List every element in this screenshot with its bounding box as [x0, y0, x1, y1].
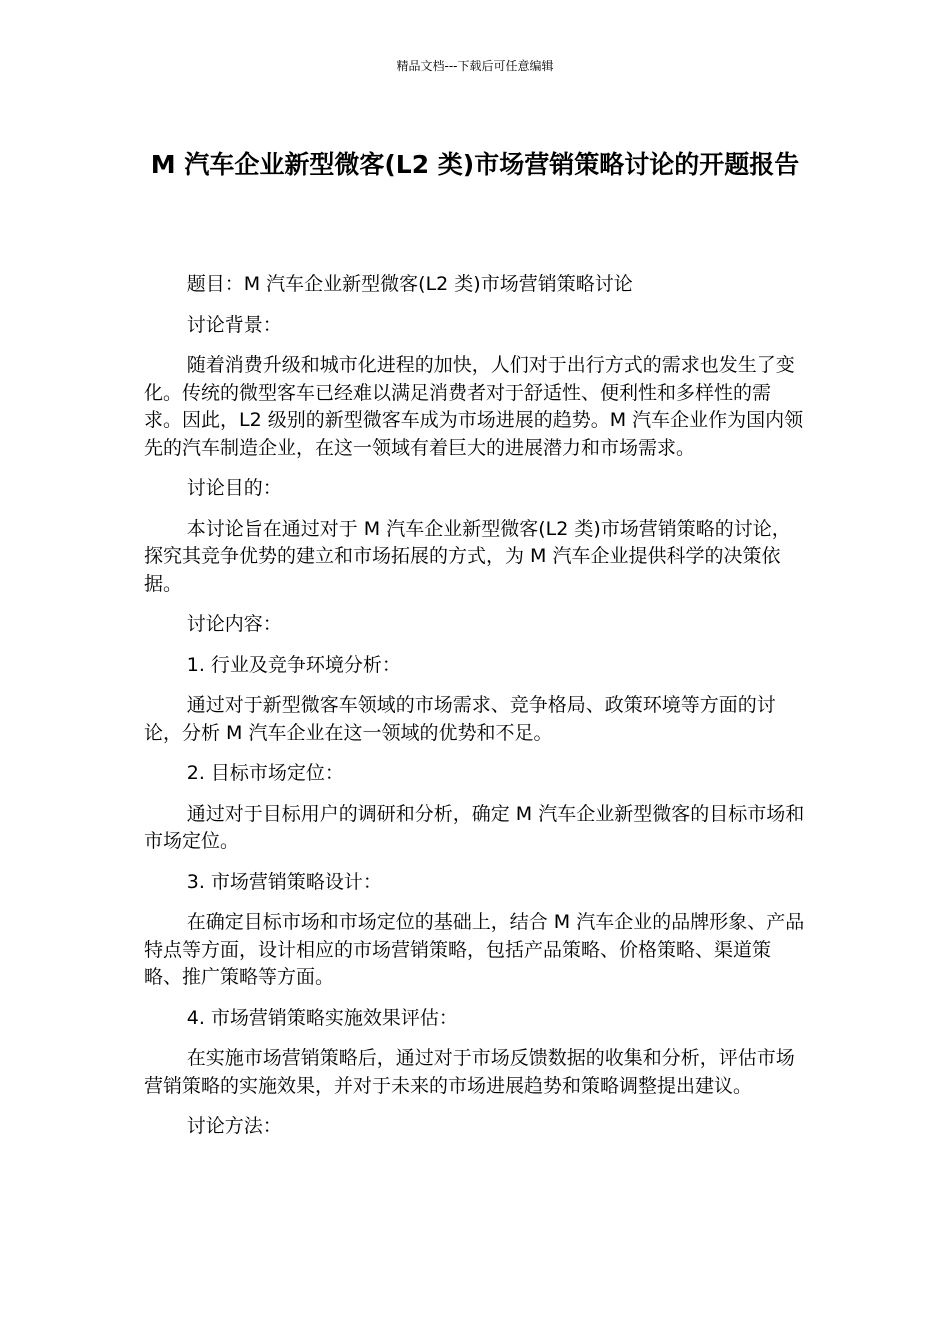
topic-line: 题目：M 汽车企业新型微客(L2 类)市场营销策略讨论 — [186, 273, 633, 295]
background-paragraph: 随着消费升级和城市化进程的加快，人们对于出行方式的需求也发生了变化。传统的微型客车已经难以满足消费者对于舒适性、便利性和多样性的需求。因此，L2 级别的新型微客车成为市场进展的趋势。M 汽车企业作为国内领先的汽车制造企业，在这一领域有着巨大的进展潜力和市场需求。 — [144, 354, 804, 459]
section-heading-method: 讨论方法： — [186, 1115, 282, 1137]
document-title: M 汽车企业新型微客(L2 类)市场营销策略讨论的开题报告 — [150, 150, 800, 179]
section-heading-background: 讨论背景： — [186, 313, 282, 336]
header-note: 精品文档---下载后可任意编辑 — [396, 59, 554, 73]
document-body — [144, 271, 808, 1154]
section-heading-purpose: 讨论目的： — [186, 477, 282, 499]
content-item-3-text: 在确定目标市场和市场定位的基础上，结合 M 汽车企业的品牌形象、产品特点等方面，设计相应的市场营销策略，包括产品策略、价格策略、渠道策略、推广策略等方面。 — [144, 911, 805, 988]
content-item-1-text: 通过对于新型微客车领域的市场需求、竞争格局、政策环境等方面的讨论，分析 M 汽车企业在这一领域的优势和不足。 — [144, 694, 776, 744]
content-item-4-heading: 4. 市场营销策略实施效果评估： — [186, 1006, 458, 1029]
content-item-1-heading: 1. 行业及竞争环境分析： — [186, 653, 401, 676]
content-item-4-text: 在实施市场营销策略后，通过对于市场反馈数据的收集和分析，评估市场营销策略的实施效果，并对于未来的市场进展趋势和策略调整提出建议。 — [144, 1047, 795, 1097]
section-heading-content: 讨论内容： — [186, 613, 282, 635]
purpose-paragraph: 本讨论旨在通过对于 M 汽车企业新型微客(L2 类)市场营销策略的讨论，探究其竞争优势的建立和市场拓展的方式，为 M 汽车企业提供科学的决策依据。 — [144, 517, 791, 595]
content-item-2-heading: 2. 目标市场定位： — [186, 762, 344, 784]
content-item-2-text: 通过对于目标用户的调研和分析，确定 M 汽车企业新型微客的目标市场和市场定位。 — [144, 802, 805, 852]
content-item-3-heading: 3. 市场营销策略设计： — [186, 870, 382, 893]
